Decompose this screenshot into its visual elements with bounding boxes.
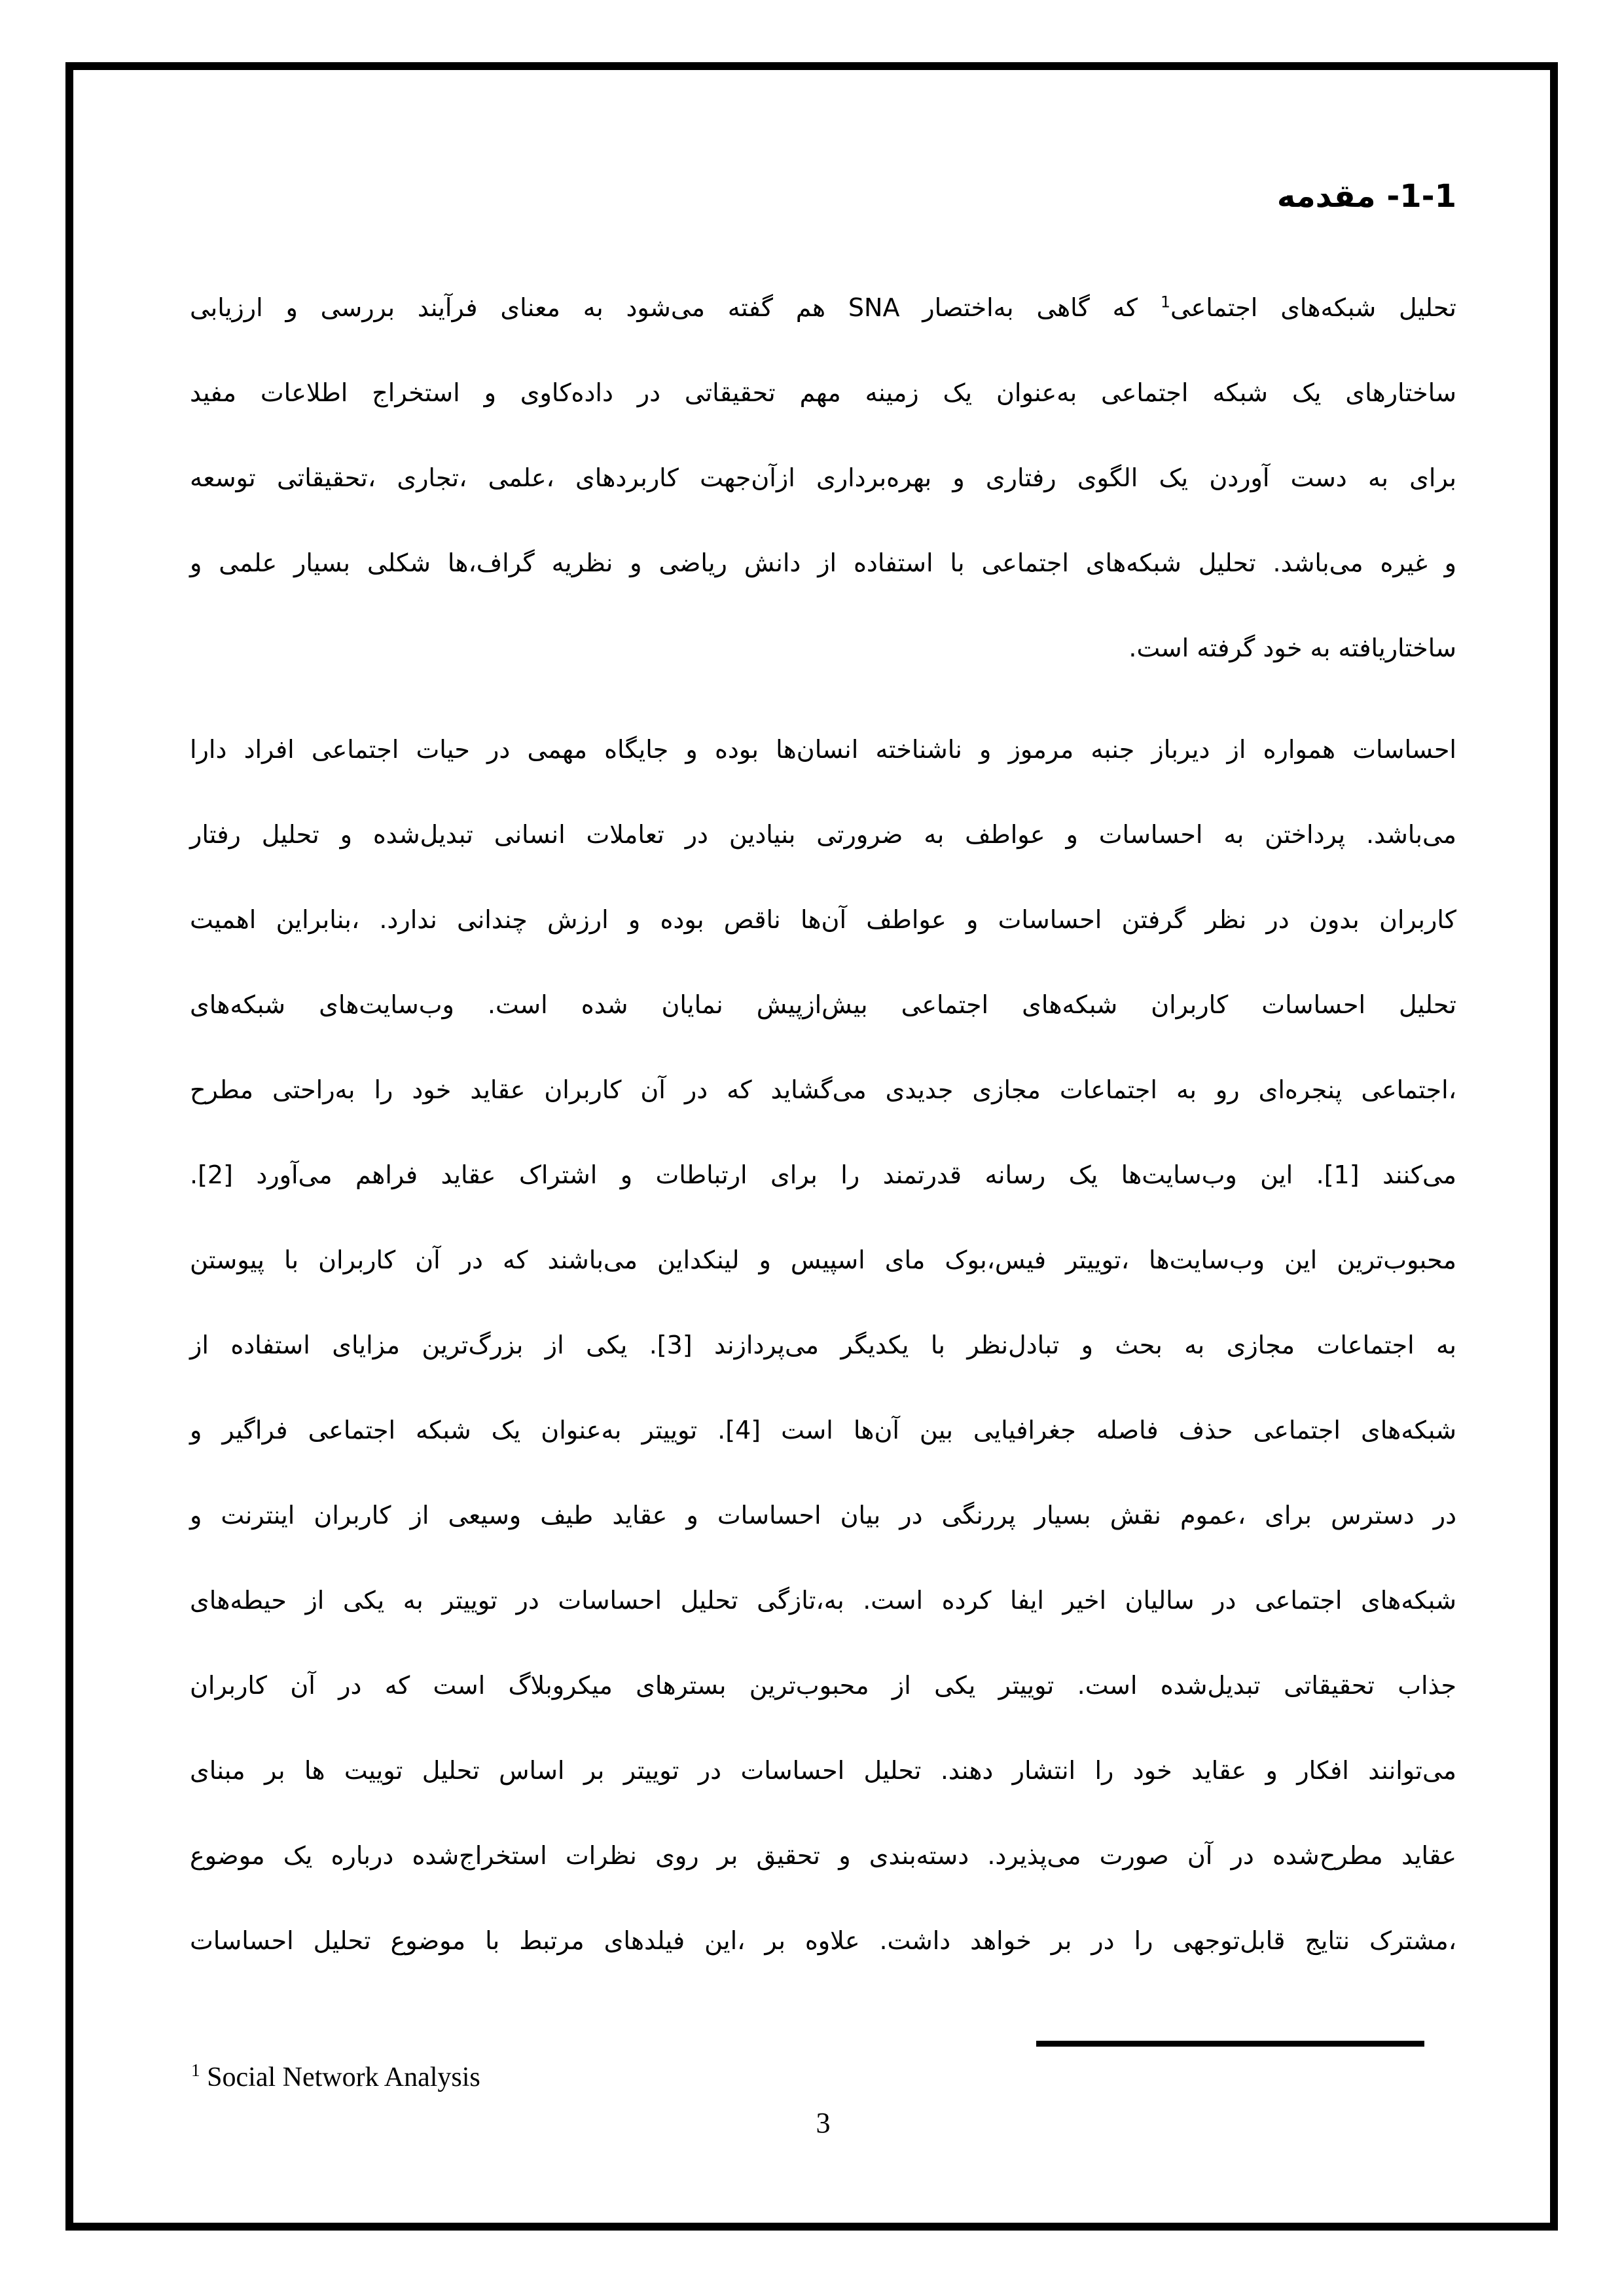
text-line: احساسات همواره از دیرباز جنبه مرموز و ناشناخته انسان‌ها بوده و جایگاه مهمی در حیات اجتماعی افراد دارا xyxy=(190,735,1456,764)
text-line: تحلیل احساسات کاربران شبکه‌های اجتماعی بیش‌ازپیش نمایان شده است. وب‌سایت‌های شبکه‌های xyxy=(190,990,1456,1019)
text-line: محبوب‌ترین این وب‌سایت‌ها ،توییتر فیس،بوک مای اسپیس و لینکداین می‌باشند که در آن کاربران با پیوستن xyxy=(190,1246,1456,1274)
footnote-reference-marker: 1 xyxy=(1160,293,1170,312)
text-line: می‌باشد. پرداختن به احساسات و عواطف به ضرورتی بنیادین در تعاملات انسانی تبدیل‌شده و تحلیل رفتار xyxy=(190,820,1456,849)
text-line: می‌کنند [1]. این وب‌سایت‌ها یک رسانه قدرتمند را برای ارتباطات و اشتراک عقاید فراهم می‌آورد [2]. xyxy=(190,1160,1456,1189)
text-line: در دسترس برای ،عموم نقش بسیار پررنگی در بیان احساسات و عقاید طیف وسیعی از کاربران اینترنت و xyxy=(190,1501,1456,1530)
footnote xyxy=(191,2062,480,2093)
text-line: ،مشترک نتایج قابل‌توجهی را در بر خواهد داشت. علاوه بر ،این فیلدهای مرتبط با موضوع تحلیل احساسات xyxy=(190,1926,1456,1955)
text-line: ساختاریافته به خود گرفته است. xyxy=(1128,634,1456,662)
paragraph-2 xyxy=(190,707,1456,1983)
footnote-number: 1 xyxy=(191,2060,200,2080)
footnote-separator-rule xyxy=(1036,2041,1424,2047)
text-line: می‌توانند افکار و عقاید خود را انتشار دهند. تحلیل احساسات در توییتر بر اساس تحلیل توییت ها بر مبنای xyxy=(190,1756,1456,1785)
text-line: جذاب تحقیقاتی تبدیل‌شده است. توییتر یکی از محبوب‌ترین بسترهای میکروبلاگ است که در آن کاربران xyxy=(190,1671,1456,1700)
text-line: برای به دست آوردن یک الگوی رفتاری و بهره‌برداری ازآن‌جهت کاربردهای ،علمی ،تجاری ،تحقیقاتی توسعه xyxy=(190,463,1456,492)
text-line: ساختارهای یک شبکه اجتماعی به‌عنوان یک زمینه مهم تحقیقاتی در داده‌کاوی و استخراج اطلاعات مفید xyxy=(190,378,1456,407)
text-line: ،اجتماعی پنجره‌ای رو به اجتماعات مجازی جدیدی می‌گشاید که در آن کاربران عقاید خود را به‌راحتی مطرح xyxy=(190,1075,1456,1104)
text-line: شبکه‌های اجتماعی در سالیان اخیر ایفا کرده است. به،تازگی تحلیل احساسات در توییتر به یکی از حیطه‌های xyxy=(190,1586,1456,1615)
text-line: کاربران بدون در نظر گرفتن احساسات و عواطف آن‌ها ناقص بوده و ارزش چندانی ندارد. ،بنابراین اهمیت xyxy=(190,905,1456,934)
paragraph-1 xyxy=(190,265,1456,691)
body-text xyxy=(190,265,1456,1983)
text-line: شبکه‌های اجتماعی حذف فاصله جغرافیایی بین آن‌ها است [4]. توییتر به‌عنوان یک شبکه اجتماعی فراگیر و xyxy=(190,1416,1456,1444)
text-line: و غیره می‌باشد. تحلیل شبکه‌های اجتماعی با استفاده از دانش ریاضی و نظریه گراف،ها شکلی بسیار علمی و xyxy=(190,548,1456,577)
line-text: که گاهی به‌اختصار SNA هم گفته می‌شود به معنای فرآیند بررسی و ارزیابی xyxy=(190,293,1161,322)
page-number: 3 xyxy=(816,2107,831,2139)
text-line: عقاید مطرح‌شده در آن صورت می‌پذیرد. دسته‌بندی و تحقیق بر روی نظرات استخراج‌شده درباره یک موضوع xyxy=(190,1841,1456,1870)
text-line: به اجتماعات مجازی به بحث و تبادل‌نظر با یکدیگر می‌پردازند [3]. یکی از بزرگ‌ترین مزایای استفاده از xyxy=(190,1331,1456,1359)
section-heading: 1-1- مقدمه xyxy=(1276,178,1456,215)
text-line xyxy=(190,265,1456,350)
line-text: تحلیل شبکه‌های اجتماعی xyxy=(1170,293,1456,322)
footnote-text: Social Network Analysis xyxy=(200,2062,480,2092)
